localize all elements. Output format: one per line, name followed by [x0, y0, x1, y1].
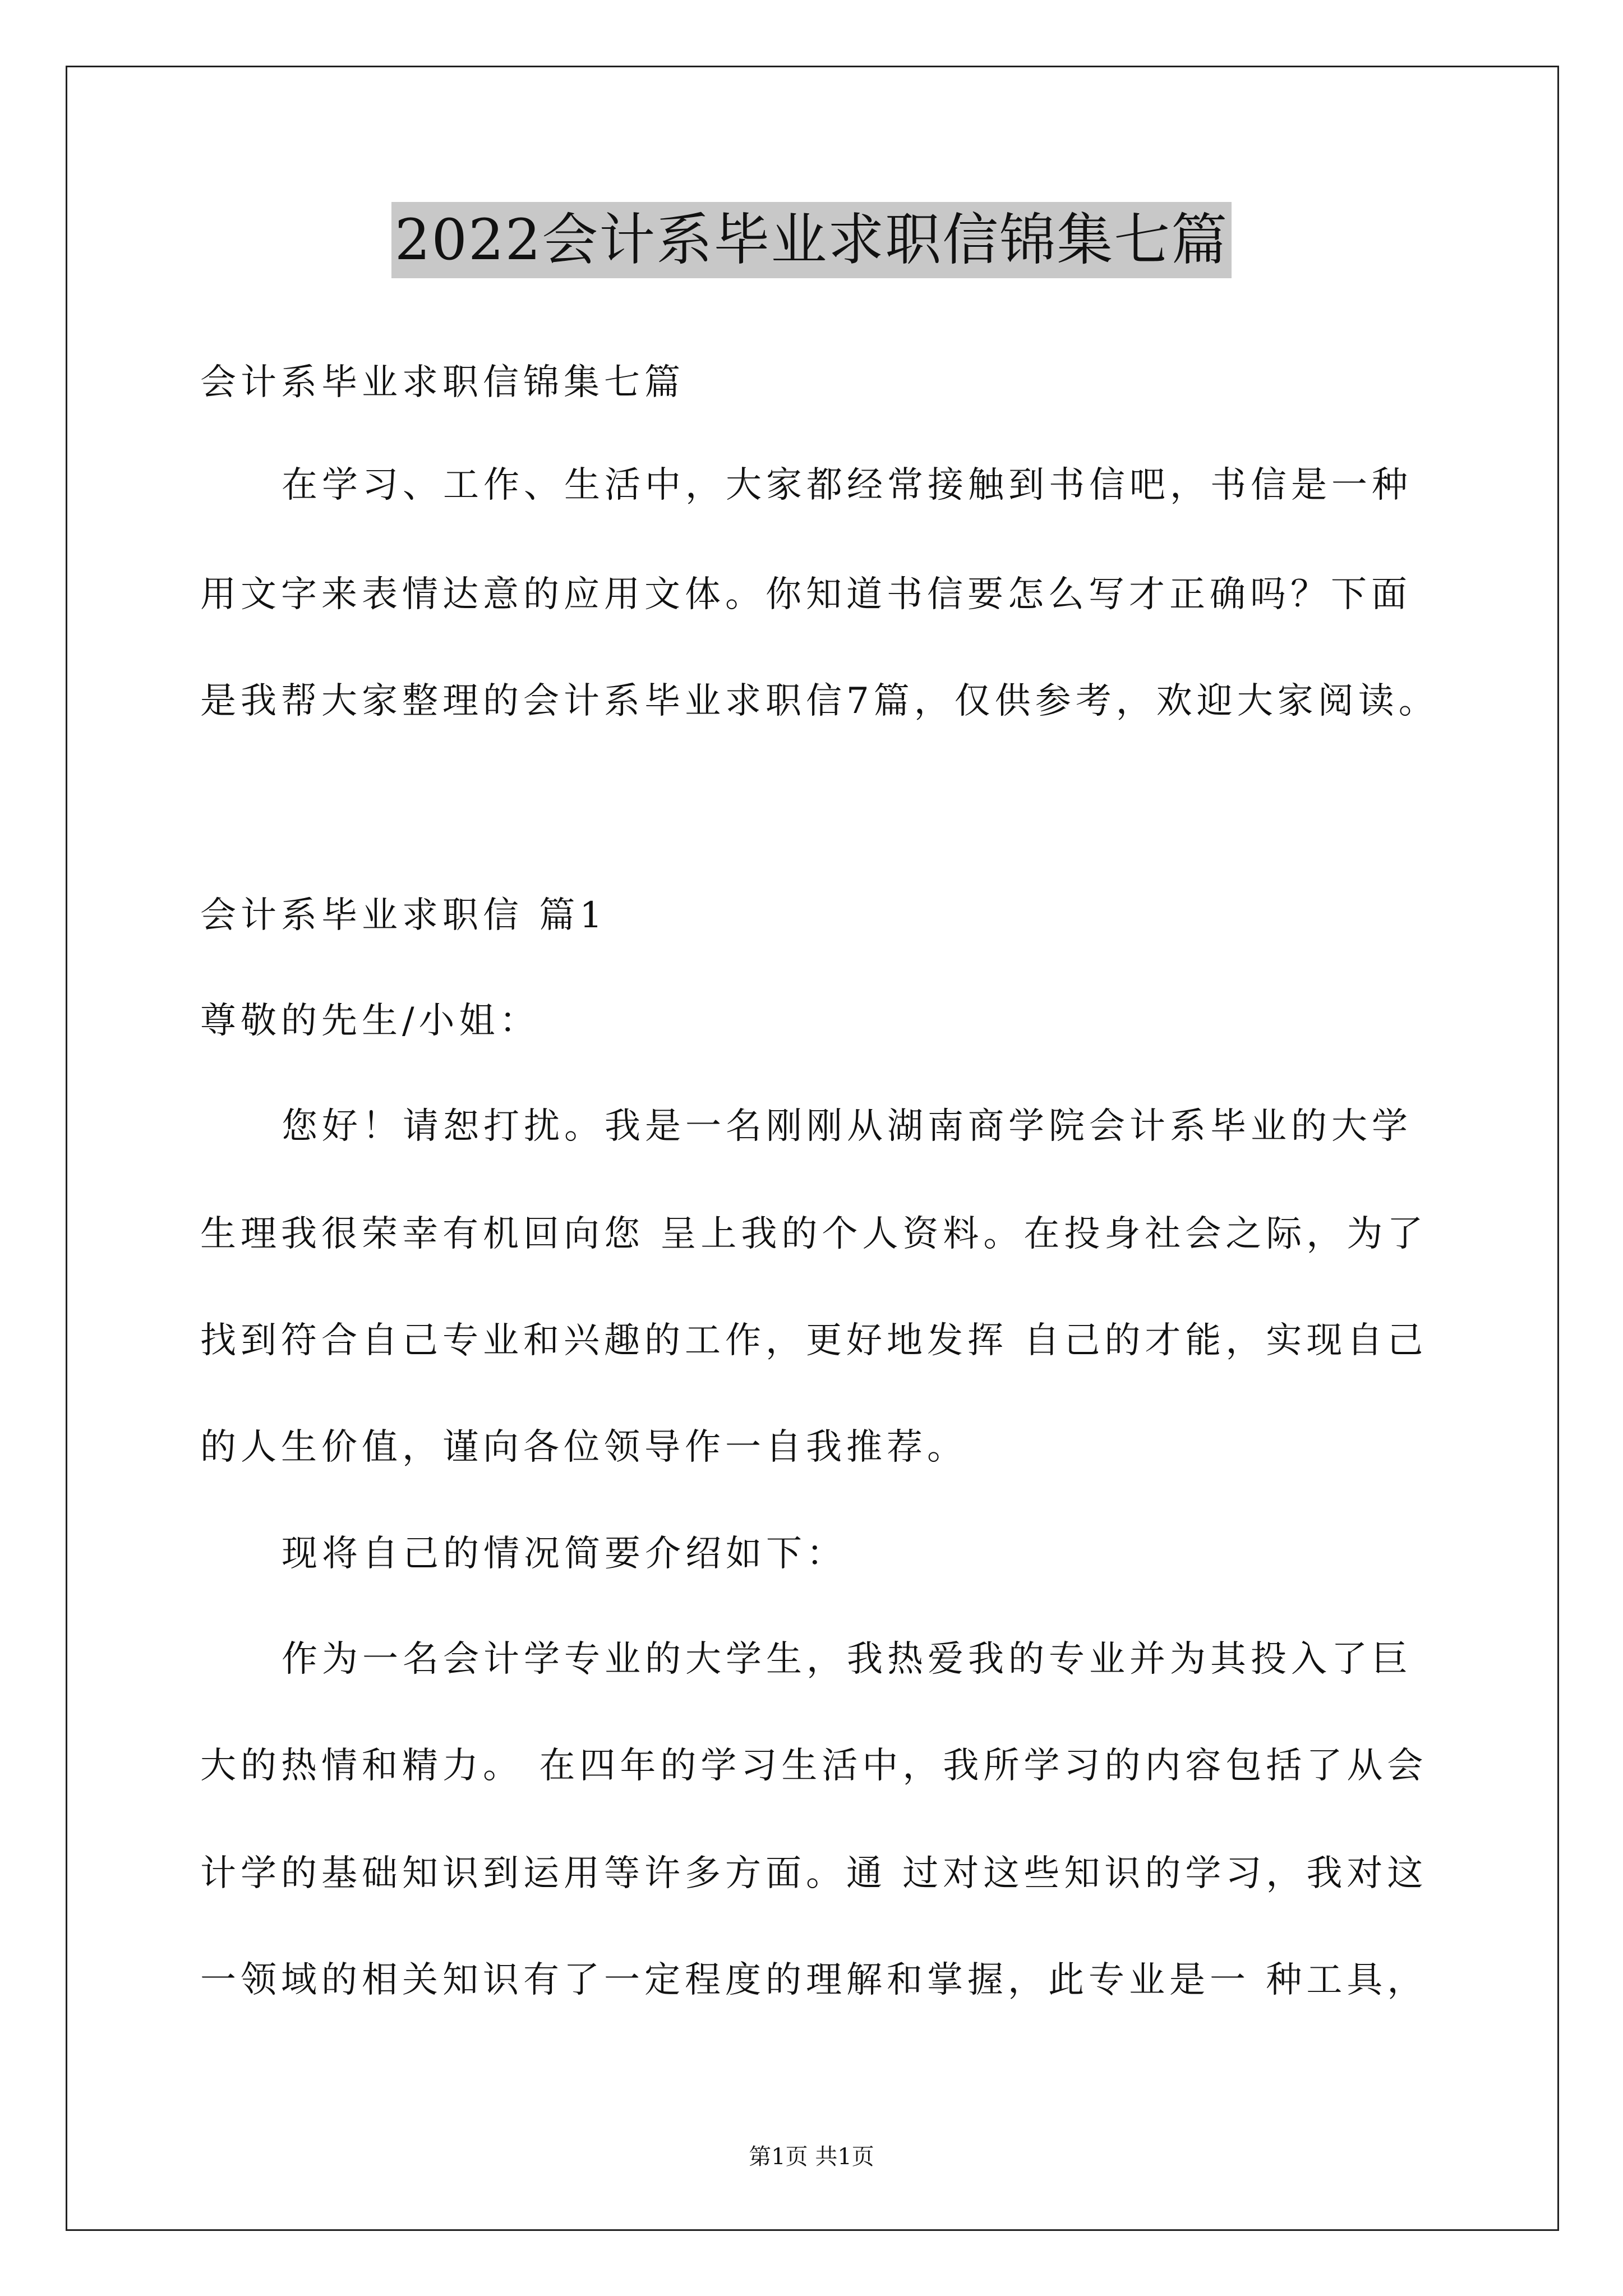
intro-line-1: 在学习、工作、生活中，大家都经常接触到书信吧，书信是一种 — [282, 464, 1412, 506]
salutation: 尊敬的先生/小姐： — [200, 1000, 540, 1042]
intro-line-2: 用文字来表情达意的应用文体。你知道书信要怎么写才正确吗？下面 — [200, 574, 1412, 615]
document-title-text: 2022会计系毕业求职信锦集七篇 — [391, 202, 1232, 278]
para3-line-1: 作为一名会计学专业的大学生，我热爱我的专业并为其投入了巨 — [282, 1639, 1412, 1680]
para1-line-3: 找到符合自己专业和兴趣的工作，更好地发挥 自己的才能，实现自己 — [200, 1320, 1428, 1361]
section-heading: 会计系毕业求职信 篇1 — [200, 895, 607, 936]
page-footer: 第1页 共1页 — [749, 2144, 874, 2170]
subtitle: 会计系毕业求职信锦集七篇 — [200, 362, 685, 403]
para1-line-4: 的人生价值，谨向各位领导作一自我推荐。 — [200, 1427, 967, 1468]
para2-line-1: 现将自己的情况简要介绍如下： — [282, 1533, 847, 1575]
para3-line-4: 一领域的相关知识有了一定程度的理解和掌握，此专业是一 种工具， — [200, 1959, 1428, 2001]
para1-line-1: 您好！请恕打扰。我是一名刚刚从湖南商学院会计系毕业的大学 — [282, 1106, 1412, 1147]
para1-line-2: 生理我很荣幸有机回向您 呈上我的个人资料。在投身社会之际，为了 — [200, 1213, 1428, 1255]
para3-line-3: 计学的基础知识到运用等许多方面。通 过对这些知识的学习，我对这 — [200, 1853, 1428, 1894]
document-title — [0, 202, 1623, 278]
intro-line-3: 是我帮大家整理的会计系毕业求职信7篇，仅供参考，欢迎大家阅读。 — [200, 680, 1439, 722]
para3-line-2: 大的热情和精力。 在四年的学习生活中，我所学习的内容包括了从会 — [200, 1745, 1428, 1787]
